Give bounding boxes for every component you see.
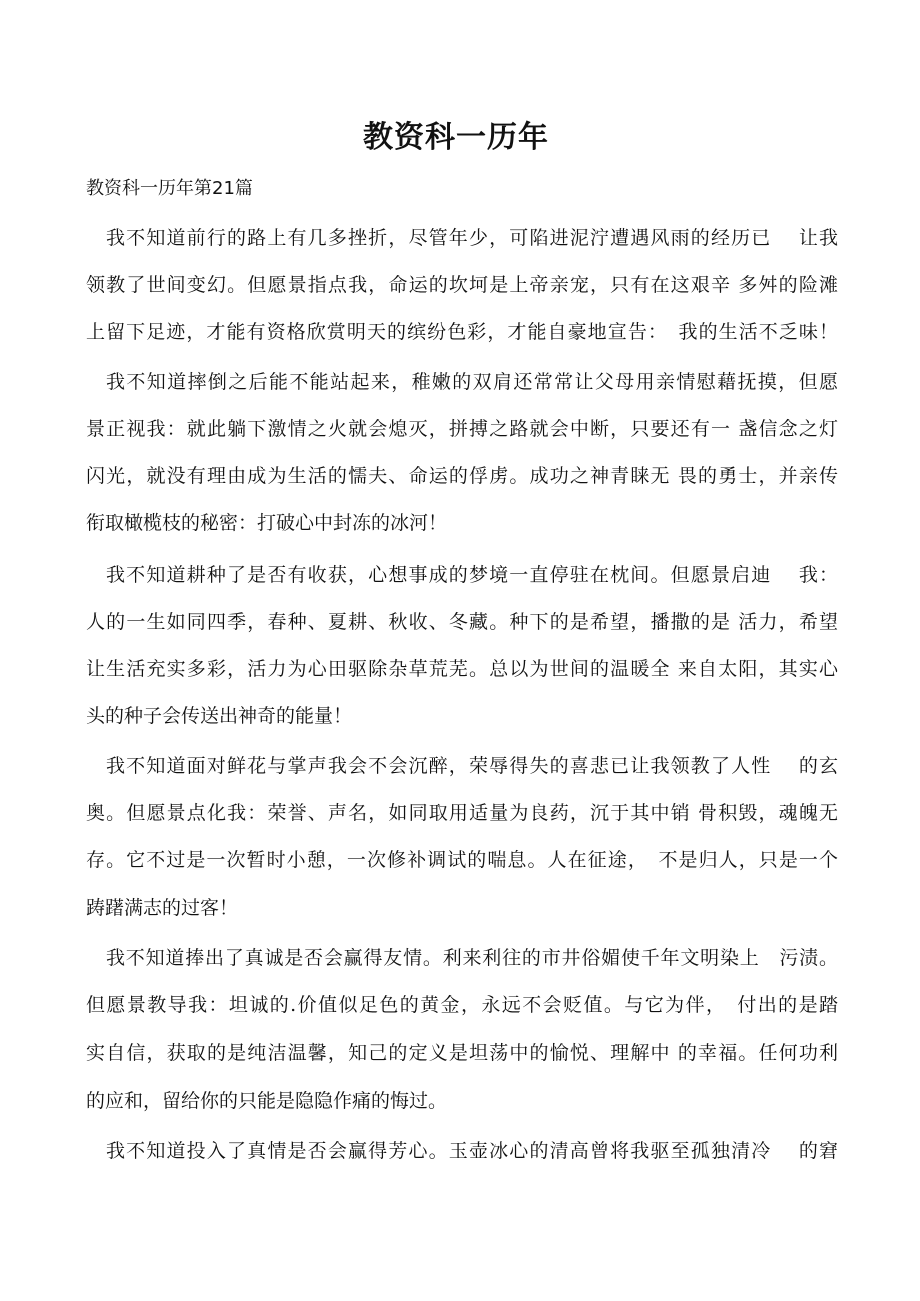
paragraph-line: 实自信，获取的是纯洁温馨，知己的定义是坦荡中的愉悦、理解中 的幸福。任何功利 — [86, 1042, 838, 1064]
paragraph-line: 我不知道耕种了是否有收获，心想事成的梦境一直停驻在枕间。但愿景启迪 我： — [106, 564, 838, 586]
paragraph-line: 领教了世间变幻。但愿景指点我，命运的坎坷是上帝亲宠，只有在这艰辛 多舛的险滩 — [86, 274, 838, 296]
paragraph-line: 奥。但愿景点化我：荣誉、声名，如同取用适量为良药，沉于其中销 骨积毁，魂魄无 — [86, 802, 838, 824]
paragraph-line: 我不知道面对鲜花与掌声我会不会沉醉，荣辱得失的喜悲已让我领教了人性 的玄 — [106, 755, 838, 777]
paragraph-line: 我不知道捧出了真诚是否会赢得友情。利来利往的市井俗媚使千年文明染上 污渍。 — [106, 947, 838, 969]
paragraph-line: 的应和，留给你的只能是隐隐作痛的悔过。 — [86, 1090, 448, 1112]
paragraph-line: 我不知道前行的路上有几多挫折，尽管年少，可陷进泥泞遭遇风雨的经历已 让我 — [106, 227, 838, 249]
paragraph-line: 景正视我：就此躺下激情之火就会熄灭，拼搏之路就会中断，只要还有一 盏信念之灯 — [86, 418, 838, 440]
section-subtitle: 教资科一历年第21篇 — [86, 178, 253, 199]
paragraph-line: 头的种子会传送出神奇的能量！ — [86, 705, 353, 727]
paragraph-line: 我不知道摔倒之后能不能站起来，稚嫩的双肩还常常让父母用亲情慰藉抚摸，但愿 — [106, 371, 838, 393]
paragraph-line: 上留下足迹，才能有资格欣赏明天的缤纷色彩，才能自豪地宣告： 我的生活不乏味！ — [86, 321, 838, 343]
paragraph-line: 踌躇满志的过客！ — [86, 897, 239, 919]
paragraph-line: 让生活充实多彩，活力为心田驱除杂草荒芜。总以为世间的温暖全 来自太阳，其实心 — [86, 658, 838, 680]
paragraph-line: 我不知道投入了真情是否会赢得芳心。玉壶冰心的清高曾将我驱至孤独清冷 的窘 — [106, 1140, 838, 1162]
paragraph-line: 但愿景教导我：坦诚的.价值似足色的黄金，永远不会贬值。与它为伴， 付出的是踏 — [86, 994, 838, 1016]
paragraph-line: 人的一生如同四季，春种、夏耕、秋收、冬藏。种下的是希望，播撒的是 活力，希望 — [86, 611, 838, 633]
paragraph-line: 衔取橄榄枝的秘密：打破心中封冻的冰河！ — [86, 512, 448, 534]
paragraph-line: 闪光，就没有理由成为生活的懦夫、命运的俘虏。成功之神青睐无 畏的勇士，并亲传 — [86, 465, 838, 487]
paragraph-line: 存。它不过是一次暂时小憩，一次修补调试的喘息。人在征途， 不是归人，只是一个 — [86, 849, 838, 871]
page-title: 教资科一历年 — [363, 120, 549, 155]
